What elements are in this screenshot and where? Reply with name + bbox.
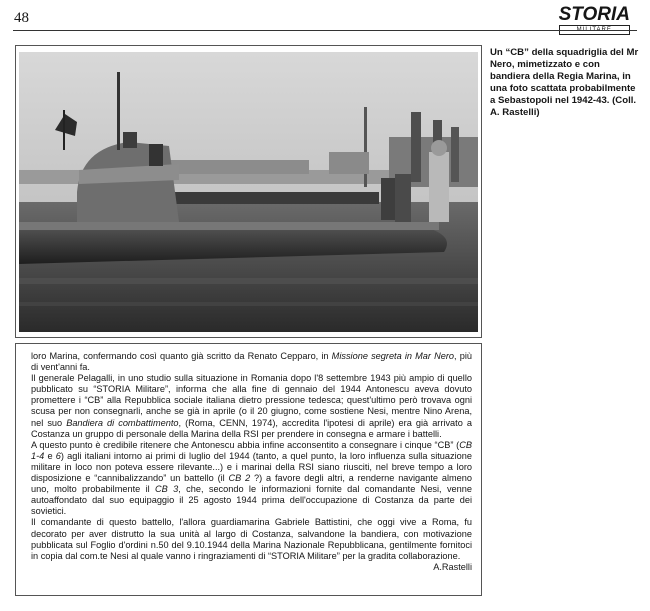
article-signature: A.Rastelli [433, 561, 472, 572]
article-paragraph-1: loro Marina, confermando così quanto già scritto da Renato Cepparo, in Missione segreta in Mar Nero, più di vent'anni fa. [31, 351, 472, 373]
header-rule [13, 30, 637, 31]
article-paragraph-2: Il generale Pelagalli, in uno studio sulla situazione in Romania dopo l'8 settembre 1943 più ampio di quello pubblicato su “STORIA Militare”, informa che alla fine di gennaio del 1944 Antonescu aveva dovuto promettere i “CB” alla Repubblica sociale italiana dietro pressione tedesca; quest'ultimo però trovava ogni scusa per non consegnarli, anche se già in aprile (o il 20 giugno, come sostiene Nesi, mentre Nino Arena, nel suo Bandiera di combattimento, (Roma, CENN, 1974), accredita l'ipotesi di aprile) era già arrivato a Costanza un gruppo di personale della Marina della RSI per prendere in consegna e armare i battelli. [31, 373, 472, 439]
article-box [15, 343, 482, 596]
article-paragraph-4: Il comandante di questo battello, l'allora guardiamarina Gabriele Battistini, che oggi vive a Roma, fu decorato per aver distrutto la sua unità al largo di Costanza, salvandone la bandiera, con motivazione pubblicata sul Foglio d'ordini n.50 del 9.10.1944 della Marina Nazionale Repubblicana, gentilmente fornitoci in copia dal com.te Nesi al quale vanno i ringraziamenti di “STORIA Militare” per la gradita collaborazione. [31, 517, 472, 561]
submarine-photo-drawing [19, 52, 478, 332]
photo-caption: Un “CB” della squadriglia del Mr Nero, mimetizzato e con bandiera della Regia Marina, in una foto scattata probabilmente a Sebastopoli nel 1942-43. (Coll. A. Rastelli) [490, 47, 639, 118]
article-paragraph-3: A questo punto è credibile ritenere che Antonescu abbia infine acconsentito a consegnare i cinque “CB” (CB 1-4 e 6) agli italiani intorno ai primi di luglio del 1944 (tanto, a quel punto, la loro influenza sulla situazione militare in loco non poteva essere rilevante...) e i marinai della RSI siano riusciti, nel breve tempo a loro disposizione e “cannibalizzando” un battello (il CB 2 ?) a favore degli altri, a renderne navigante almeno uno, molto probabilmente il CB 3, che, secondo le informazioni fornite dal comandante Nesi, venne autoaffondato dal suo equipaggio il 25 agosto 1944 prima dell'occupazione di Costanza da parte dei sovietici. [31, 439, 472, 517]
logo-title: STORIA [558, 4, 630, 25]
page-number: 48 [14, 10, 29, 26]
submarine-photo [19, 52, 478, 332]
photo-frame [15, 45, 482, 338]
